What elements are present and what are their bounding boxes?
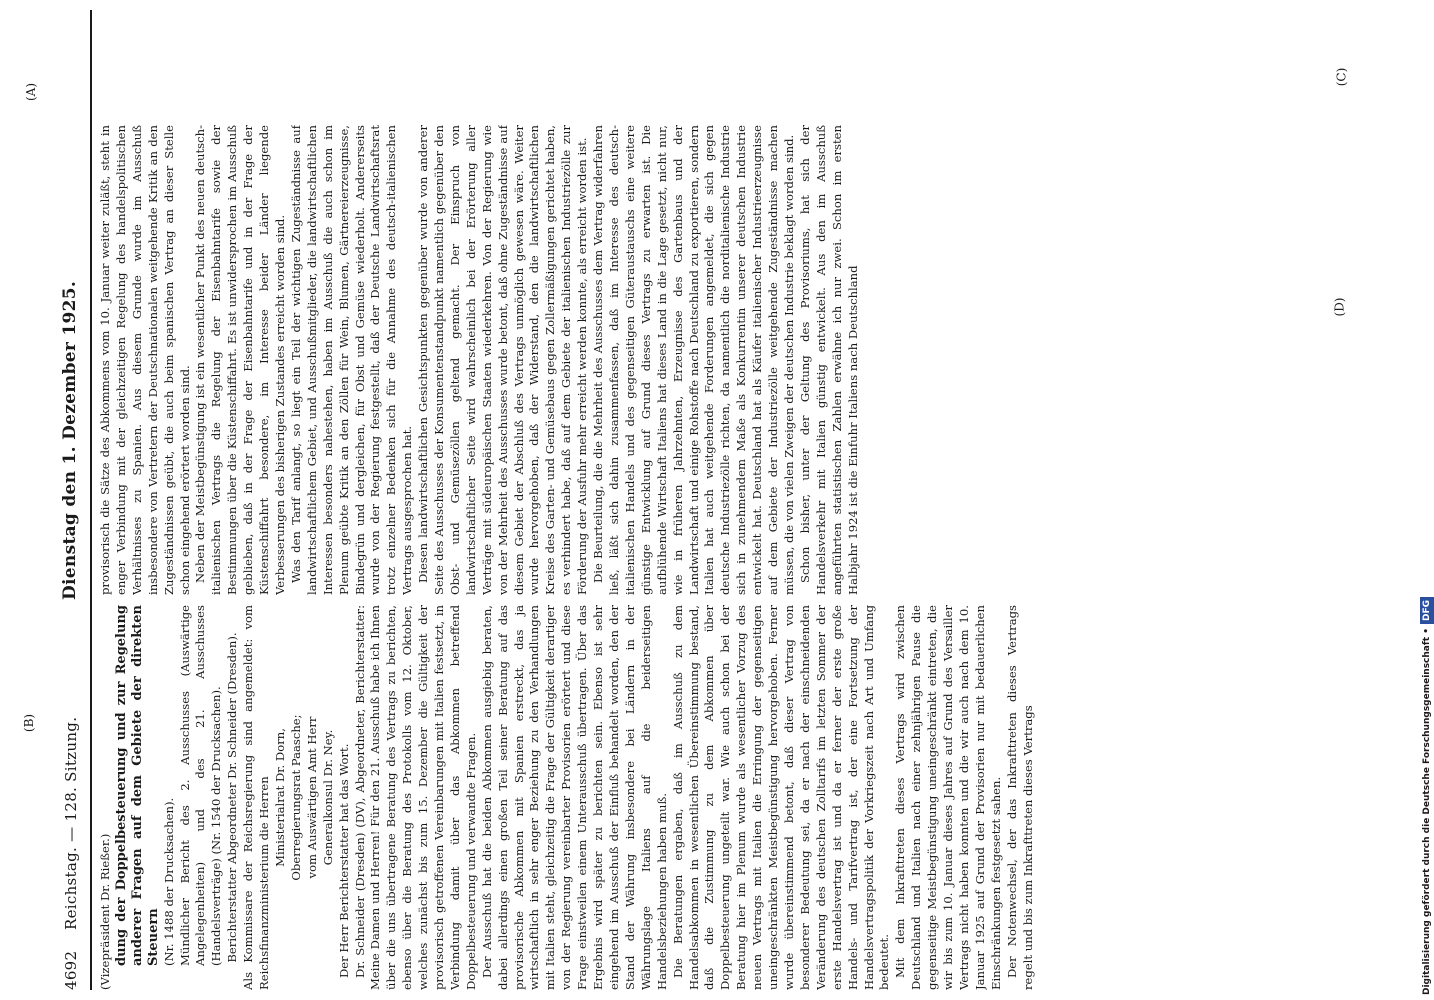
agenda-title: dung der Doppelbesteuerung und zur Regelung anderer Fragen auf dem Gebiete der direkten Steuern <box>113 605 161 966</box>
rotated-page <box>60 10 1390 990</box>
reporter-line: Berichterstatter Abgeordneter Dr. Schneider (Dresden). <box>225 632 240 963</box>
agenda-ref: (Nr. 1488 der Drucksachen). <box>161 797 176 966</box>
speech-paragraph: Der Notenwechsel, der das Inkrafttreten dieses Vertrags regelt und bis zum Inkrafttreten dieses Vertrags <box>1004 605 1035 990</box>
commissioner-item: vom Auswärtigen Amt Herr <box>304 716 319 879</box>
text-column-left <box>98 605 1378 990</box>
dfg-logo: DFG <box>1420 597 1434 624</box>
speaker-line: (Vizepräsident Dr. Rießer.) <box>98 833 112 990</box>
page-header <box>60 10 90 990</box>
session-date: Dienstag den 1. Dezember 1925. <box>60 280 80 600</box>
speech-paragraph: Die Beratungen ergaben, daß im Ausschuß zu dem Handelsabkommen in wesentlichen Übereinstimmung bestand, daß die Zustimmung zu dem Abkommen über Doppelbesteuerung ungeteilt war. Wie auch schon bei der Beratung hier im Plenum wurde als wesentlicher Vorzug des neuen Vertrags mit Italien die Erringung der gegenseitigen uneingeschränkten Meistbegünstigung hervorgehoben. Ferner wurde übereinstimmend betont, daß dieser Vertrag von besonderer Bedeutung sei, da er nach der einschneidenden Veränderung des deutschen Zolltarifs im letzten Sommer der erste Handelsvertrag ist und da er ferner der erste große Handels- und Tarifvertrag ist, der eine Fortsetzung der Handelsvertragspolitik der Vorkriegszeit nach Art und Umfang bedeutet. <box>670 605 892 990</box>
speech-paragraph: Schon bisher, unter der Geltung des Provisoriums, hat sich der Handelsverkehr mit Italien günstig entwickelt. Aus den im Ausschuß angeführten statistischen Zahlen erwähne ich nur zwei. Schon im ersten Halbjahr 1924 ist die Einfuhr Italiens nach Deutschland <box>797 125 860 595</box>
committee-report: Mündlicher Bericht des 2. Ausschusses (Auswärtige Angelegenheiten) und des 21. Ausschusses (Handelsverträge) (Nr. 1540 der Drucksachen). <box>177 605 224 966</box>
commissioner-item: Generalkonsul Dr. Ney. <box>320 729 335 866</box>
speech-paragraph: Diesen landwirtschaftlichen Gesichtspunkten gegenüber wurde von anderer Seite des Ausschusses der Konsumentenstandpunkt namentlich gegenüber den Obst- und Gemüsezöllen geltend gemacht. Der Einspruch von landwirtschaftlicher Seite wird wahrscheinlich bei der Erörterung aller Verträge mit südeuropäischen Staaten wiederkehren. Von der Regierung wie von der Mehrheit des Ausschusses wurde betont, daß ohne Zugeständnisse auf diesem Gebiet der Abschluß des Vertrags unmöglich gewesen wäre. Weiter wurde hervorgehoben, daß der Widerstand, den die landwirtschaftlichen Kreise des Garten- und Gemüsebaus gegen Zollermäßigungen gerichtet haben, es verhindert habe, daß auf dem Gebiete der italienischen Industriezölle zur Förderung der Ausfuhr mehr erreicht werden konnte, als erreicht worden ist. <box>416 125 590 595</box>
commissioners-intro: Als Kommissare der Reichsregierung sind angemeldet: vom Reichsfinanzministerium die Herren <box>241 605 272 990</box>
text-column-right <box>98 125 1378 595</box>
header-rule <box>90 10 92 990</box>
speech-paragraph: Der Ausschuß hat die beiden Abkommen ausgiebig beraten, dabei allerdings einen großen Teil seiner Beratung auf das provisorische Abkommen mit Spanien erstreckt, das ja wirtschaftlich in sehr enger Beziehung zu den Verhandlungen mit Italien steht, gleichzeitig die Frage der Gültigkeit derartiger von der Regierung vereinbarter Provisorien erörtert und diese Frage einstweilen einem Unterausschuß übertragen. Über das Ergebnis wird später zu berichten sein. Ebenso ist sehr eingehend im Ausschuß der Einfluß behandelt worden, den der Stand der Währung insbesondere bei Ländern in der Währungslage Italiens auf die beiderseitigen Handelsbeziehungen haben muß. <box>479 605 669 990</box>
floor-given: Der Herr Berichterstatter hat das Wort. <box>336 743 351 978</box>
commissioner-item: Ministerialrat Dr. Dorn, <box>272 728 287 867</box>
speech-paragraph: Die Beurteilung, die die Mehrheit des Ausschusses dem Vertrag widerfahren ließ, läßt sich dahin zusammenfassen, daß im Interesse des deutsch-italienischen Handels und des gegenseitigen Güteraustauschs eine weitere günstige Entwicklung auf Grund dieses Vertrags zu erwarten ist. Die aufblühende Wirtschaft Italiens hat dieses Land in die Lage gesetzt, nicht nur, wie in früheren Jahrzehnten, Erzeugnisse des Gartenbaus und der Landwirtschaft und einige Rohstoffe nach Deutschland zu exportieren, sondern Italien hat auch weitgehende Forderungen angemeldet, die sich gegen deutsche Industriezölle richten, da namentlich die norditalienische Industrie sich in zunehmendem Maße als Konkurrentin unserer deutschen Industrie entwickelt hat. Deutschland hat als Käufer italienischer Industrieerzeugnisse auf dem Gebiete der Industriezölle weitgehende Zugeständnisse machen müssen, die von vielen Zweigen der deutschen Industrie beklagt worden sind. <box>591 125 796 595</box>
margin-mark-a: (A) <box>24 82 39 102</box>
credit-text: Digitalisierung gefördert durch die Deutsche Forschungsgemeinschaft • <box>1422 628 1432 995</box>
speech-paragraph: Mit dem Inkrafttreten dieses Vertrags wird zwischen Deutschland und Italien nach einer zehnjährigen Pause die gegenseitige Meistbegünstigung uneingeschränkt eintreten, die wir bis zum 10. Januar dieses Jahres auf Grund des Versailler Vertrags nicht haben konnten und die wir auch nach dem 10. Januar 1925 auf Grund der Provisorien nur mit bedauerlichen Einschränkungen festgesetzt sahen. <box>893 605 1003 990</box>
speech-paragraph: Dr. Schneider (Dresden) (DV), Abgeordneter, Berichterstatter: Meine Damen und Herren! Für den 21. Ausschuß habe ich Ihnen über die uns übertragene Beratung des Vertrags zu berichten, ebenso über die Beratung des Protokolls vom 12. Oktober, welches zunächst bis zum 15. Dezember die Gültigkeit der provisorisch getroffenen Vereinbarungen mit Italien festsetzt, in Verbindung damit über das Abkommen betreffend Doppelbesteuerung und verwandte Fragen. <box>352 605 478 990</box>
margin-mark-c: (C) <box>1334 67 1349 87</box>
session-title: Reichstag. — 128. Sitzung. <box>62 716 80 930</box>
speech-paragraph: Neben der Meistbegünstigung ist ein wesentlicher Punkt des neuen deutsch-italienischen Vertrags die Regelung der Eisenbahntarife sowie der Bestimmungen über die Küstenschiffahrt. Es ist unwidersprochen im Ausschuß geblieben, daß in der Frage der Eisenbahntarife und in der Frage der Küstenschiffahrt besondere, im Interesse beider Länder liegende Verbesserungen des bisherigen Zustandes erreicht worden sind. <box>193 125 287 595</box>
margin-mark-d: (D) <box>1332 297 1347 317</box>
page-number: 4692 <box>62 950 80 990</box>
speech-paragraph: provisorisch die Sätze des Abkommens vom 10. Januar weiter zuläßt, steht in enger Verbindung mit der gleichzeitigen Regelung des handelspolitischen Verhältnisses zu Spanien. Aus diesem Grunde wurde im Ausschuß insbesondere von Vertretern der Deutschnationalen weitgehende Kritik an den Zugeständnissen geübt, die auch beim spanischen Vertrag an dieser Stelle schon eingehend erörtert worden sind. <box>98 125 192 595</box>
digitization-credit <box>1420 5 1434 995</box>
commissioner-item: Oberregierungsrat Paasche; <box>288 714 303 881</box>
margin-mark-b: (B) <box>22 713 37 733</box>
speech-paragraph: Was den Tarif anlangt, so liegt ein Teil der wichtigen Zugeständnisse auf landwirtschaftlichem Gebiet, und Ausschußmitglieder, die landwirtschaftlichen Interessen besonders nahestehen, haben im Ausschuß die auch schon im Plenum geübte Kritik an den Zöllen für Wein, Blumen, Gärtnereierzeugnisse, Bindegrün und dergleichen, für Obst und Gemüse wiederholt. Andererseits wurde von der Regierung festgestellt, daß der Deutsche Landwirtschaftsrat trotz einzelner Bedenken sich für die Annahme des deutsch-italienischen Vertrags ausgesprochen hat. <box>288 125 415 595</box>
